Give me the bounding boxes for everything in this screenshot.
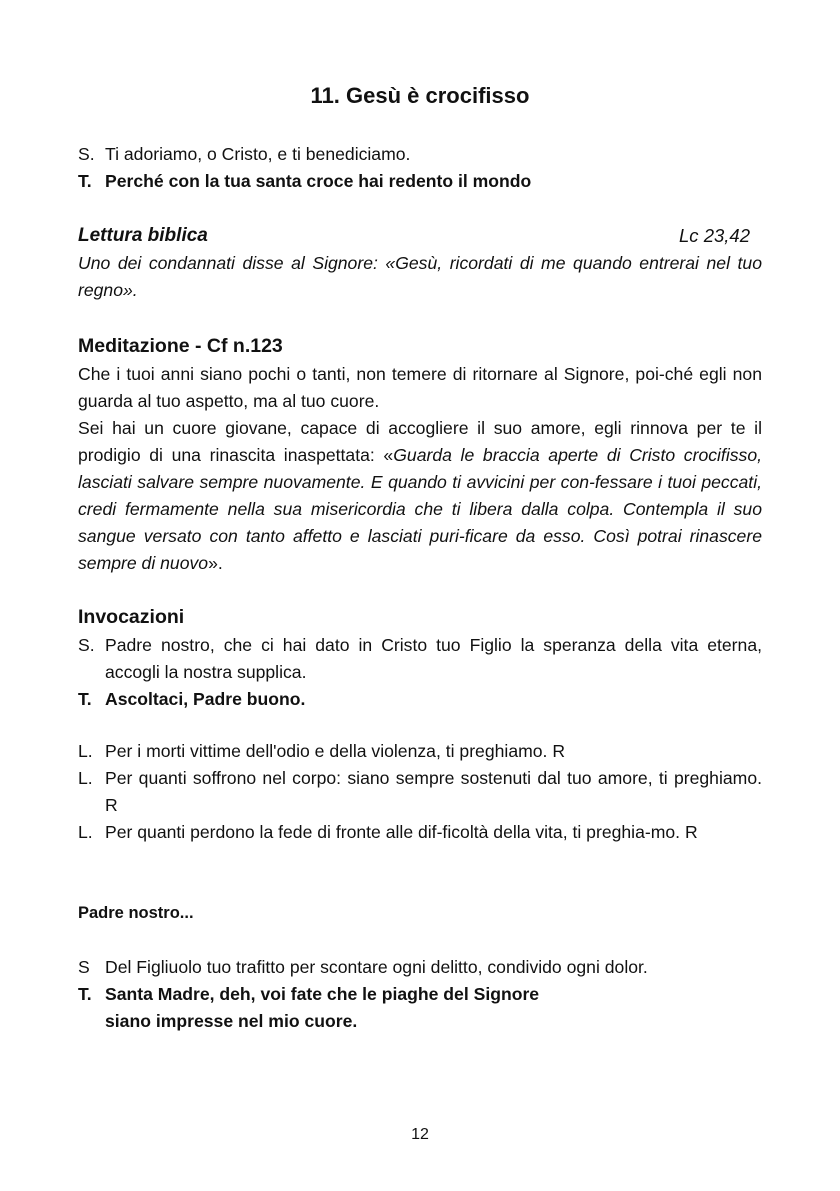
opening-s-line [78, 141, 762, 168]
meditazione-section [78, 332, 762, 577]
speaker-marker: T. [78, 689, 92, 709]
closing-t-line-1 [78, 981, 762, 1008]
closing-t-text-1: Santa Madre, deh, voi fate che le piaghe del Signore [105, 984, 540, 1004]
opening-t-text: Perché con la tua santa croce hai redento il mondo [105, 171, 532, 191]
opening-t-line [78, 168, 762, 195]
meditazione-paragraph-1: Che i tuoi anni siano pochi o tanti, non temere di ritornare al Signore, poi-ché egli non guarda al tuo aspetto, ma al tuo cuore. [78, 364, 762, 411]
invocazioni-t-line [78, 686, 762, 713]
list-item [78, 819, 762, 846]
invocazioni-section [78, 603, 762, 713]
speaker-marker: S [78, 957, 90, 977]
lettura-header [78, 222, 762, 250]
lettura-reference: Lc 23,42 [679, 225, 750, 246]
page-number: 12 [411, 1126, 429, 1143]
lettura-heading: Lettura biblica [78, 225, 208, 246]
speaker-marker: L. [78, 768, 93, 788]
opening-section [78, 141, 762, 195]
invocazioni-s-text: Padre nostro, che ci hai dato in Cristo tuo Figlio la speranza della vita eterna, accogli la nostra supplica. [105, 635, 762, 682]
meditazione-quote: Guarda le braccia aperte di Cristo crocifisso, lasciati salvare sempre nuovamente. E quando ti avvicini per con-fessare i tuoi peccati, credi fermamente nella sua misericordia che ti libera dalla colpa. Contempla il suo sangue versato con tanto affetto e lasciati puri-ficare da esso. Così potrai rinascere sempre di nuovo [78, 445, 763, 573]
speaker-marker: S. [78, 635, 95, 655]
list-item [78, 765, 762, 819]
invocazioni-t-text: Ascoltaci, Padre buono. [105, 689, 306, 709]
closing-s-text: Del Figliuolo tuo trafitto per scontare ogni delitto, condivido ogni dolor. [105, 957, 648, 977]
meditazione-p2-intro: Sei hai un cuore giovane, capace di accogliere il suo amore, egli rinnova per te il prodigio di una rinascita inaspettata: « [78, 418, 762, 465]
lettura-text: Uno dei condannati disse al Signore: «Gesù, ricordati di me quando entrerai nel tuo regno». [78, 253, 762, 300]
page-title: 11. Gesù è crocifisso [310, 83, 530, 108]
speaker-marker: L. [78, 822, 93, 842]
speaker-marker: T. [78, 984, 92, 1004]
closing-section [78, 954, 762, 1035]
speaker-marker: S. [78, 144, 95, 164]
padre-nostro: Padre nostro... [78, 904, 194, 922]
invocazioni-s-line [78, 632, 762, 686]
lettura-section [78, 222, 762, 304]
meditazione-paragraph-2 [78, 415, 762, 577]
speaker-marker: L. [78, 741, 93, 761]
meditazione-p2-end: ». [208, 553, 223, 573]
intercession-text: Per quanti perdono la fede di fronte alle dif-ficoltà della vita, ti preghia-mo. R [105, 822, 698, 842]
opening-s-text: Ti adoriamo, o Cristo, e ti benediciamo. [105, 144, 411, 164]
closing-s-line [78, 954, 762, 981]
intercessions-list [78, 738, 762, 846]
speaker-marker: T. [78, 171, 92, 191]
meditazione-heading: Meditazione - Cf n.123 [78, 335, 283, 357]
closing-t-text-2: siano impresse nel mio cuore. [105, 1011, 358, 1031]
intercession-text: Per quanti soffrono nel corpo: siano sempre sostenuti dal tuo amore, ti preghiamo. R [105, 768, 762, 815]
intercession-text: Per i morti vittime dell'odio e della violenza, ti preghiamo. R [105, 741, 566, 761]
list-item [78, 738, 762, 765]
closing-t-line-2 [78, 1008, 762, 1035]
invocazioni-heading: Invocazioni [78, 606, 185, 628]
